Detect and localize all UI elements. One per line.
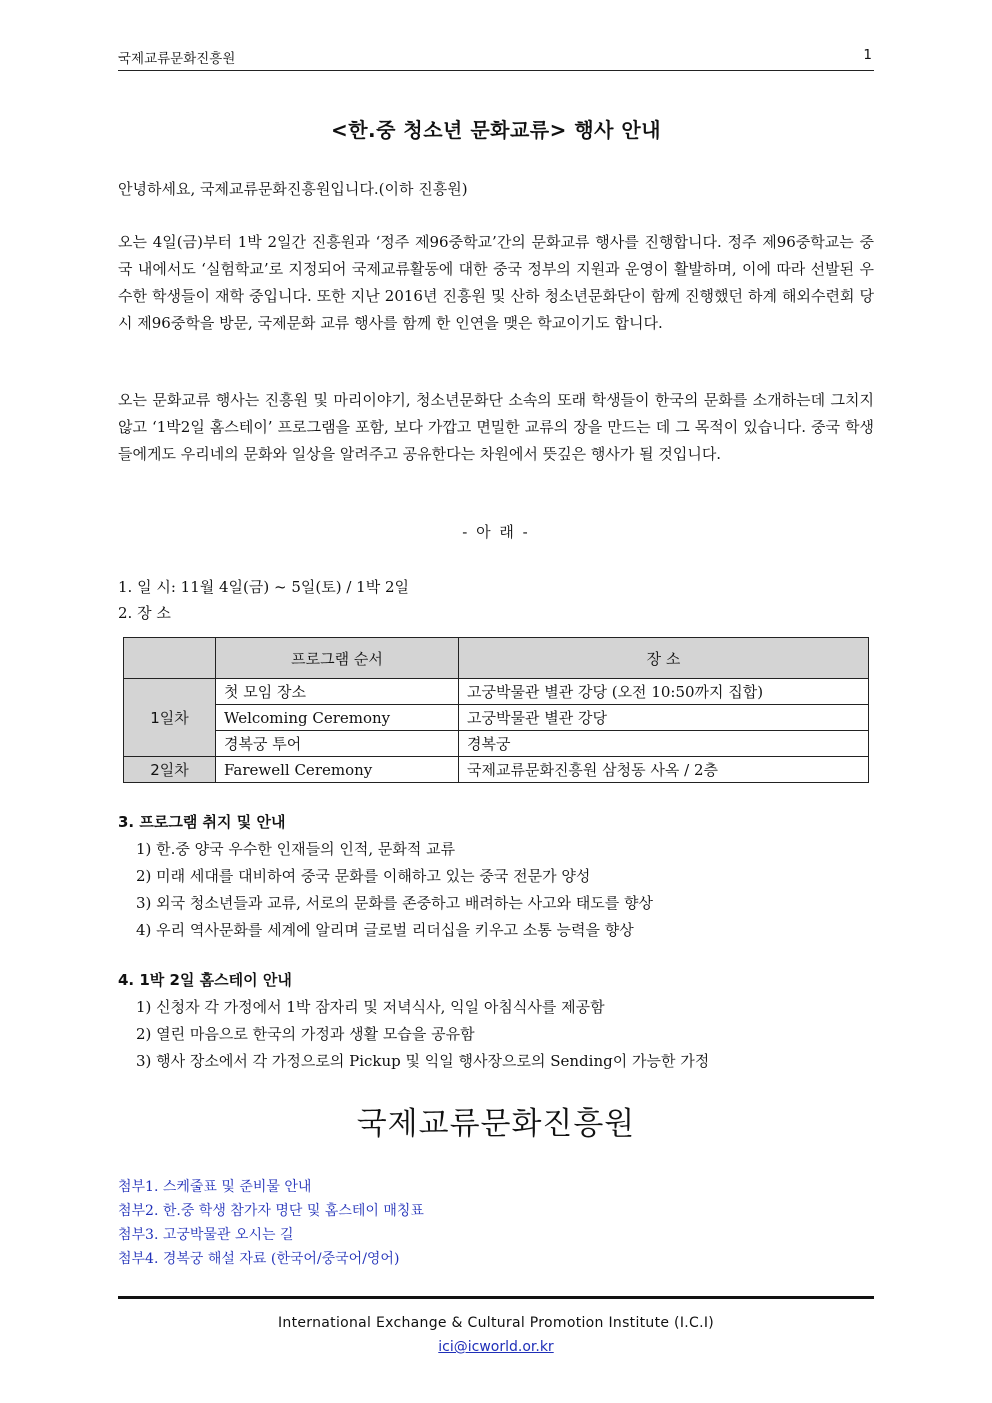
list-item: 2) 미래 세대를 대비하여 중국 문화를 이해하고 있는 중국 전문가 양성 [136,867,591,885]
place-cell: 국제교류문화진흥원 삼청동 사옥 / 2층 [459,757,869,783]
list-item: 1) 한.중 양국 우수한 인재들의 인적, 문화적 교류 [136,840,456,858]
header-org-name: 국제교류문화진흥원 [118,51,236,67]
footer-org-english: International Exchange & Cultural Promotion Institute (I.C.I) [277,1315,715,1331]
list-item: 3) 외국 청소년들과 교류, 서로의 문화를 존중하고 배려하는 사고와 태도를 향상 [136,894,654,912]
table-row [124,679,869,705]
attachment-link[interactable]: 첨부1. 스케줄표 및 준비물 안내 [118,1179,312,1195]
event-place-line: 2. 장 소 [118,604,171,622]
page-number: 1 [863,47,872,63]
footer-divider [118,1296,874,1299]
program-cell: Welcoming Ceremony [216,705,459,731]
table-row [124,757,869,783]
program-cell: Farewell Ceremony [216,757,459,783]
day1-label: 1일차 [124,679,216,757]
list-item: 4) 우리 역사문화를 세계에 알리며 글로벌 리더십을 키우고 소통 능력을 향상 [136,921,634,939]
attachments-list [118,1175,874,1271]
table-row [124,731,869,757]
schedule-col-program: 프로그램 순서 [216,638,459,679]
program-purpose-section [118,809,874,944]
notice-heading: - 아 래 - [462,523,530,541]
schedule-table [123,637,869,783]
place-cell: 경복궁 [459,731,869,757]
table-row [124,705,869,731]
organization-signature: 국제교류문화진흥원 [356,1106,636,1142]
homestay-section [118,967,874,1075]
program-cell: 경복궁 투어 [216,731,459,757]
schedule-corner-cell [124,638,216,679]
place-cell: 고궁박물관 별관 강당 [459,705,869,731]
page-header [118,44,874,71]
intro-paragraph-1: 오는 4일(금)부터 1박 2일간 진흥원과 ‘정주 제96중학교’간의 문화교류 행사를 진행합니다. 정주 제96중학교는 중국 내에서도 ‘실험학교’로 지정되어 국제교류활동에 대한 중국 정부의 지원과 운영이 활발하며, 이에 따라 선발된 우수한 학생들이 재학 중입니다. 또한 지난 2016년 진흥원 및 산하 청소년문화단이 함께 진행했던 하계 해외수련회 당시 제96중학을 방문, 국제문화 교류 행사를 함께 한 인연을 맺은 학교이기도 합니다. [118,233,874,332]
greeting-text: 안녕하세요, 국제교류문화진흥원입니다.(이하 진흥원) [118,180,468,198]
schedule-col-place: 장 소 [459,638,869,679]
day2-label: 2일차 [124,757,216,783]
event-date-line: 1. 일 시: 11월 4일(금) ~ 5일(토) / 1박 2일 [118,578,409,596]
place-cell: 고궁박물관 별관 강당 (오전 10:50까지 집합) [459,679,869,705]
footer-email-link[interactable]: ici@icworld.or.kr [438,1339,554,1355]
program-cell: 첫 모임 장소 [216,679,459,705]
list-item: 2) 열린 마음으로 한국의 가정과 생활 모습을 공유함 [136,1025,475,1043]
list-item: 3) 행사 장소에서 각 가정으로의 Pickup 및 익일 행사장으로의 Sending이 가능한 가정 [136,1052,710,1070]
attachment-link[interactable]: 첨부3. 고궁박물관 오시는 길 [118,1227,294,1243]
document-title: <한.중 청소년 문화교류> 행사 안내 [330,118,662,142]
schedule-header-row [124,638,869,679]
attachment-link[interactable]: 첨부2. 한.중 학생 참가자 명단 및 홈스테이 매칭표 [118,1203,424,1219]
section-title: 4. 1박 2일 홈스테이 안내 [118,971,292,989]
attachment-link[interactable]: 첨부4. 경복궁 해설 자료 (한국어/중국어/영어) [118,1251,400,1267]
section-title: 3. 프로그램 취지 및 안내 [118,813,286,831]
list-item: 1) 신청자 각 가정에서 1박 잠자리 및 저녁식사, 익일 아침식사를 제공함 [136,998,605,1016]
intro-paragraph-2: 오는 문화교류 행사는 진흥원 및 마리이야기, 청소년문화단 소속의 또래 학생들이 한국의 문화를 소개하는데 그치지 않고 ‘1박2일 홈스테이’ 프로그램을 포함, 보다 가깝고 면밀한 교류의 장을 만드는 데 그 목적이 있습니다. 중국 학생들에게도 우리네의 문화와 일상을 알려주고 공유한다는 차원에서 뜻깊은 행사가 될 것입니다. [118,391,874,463]
